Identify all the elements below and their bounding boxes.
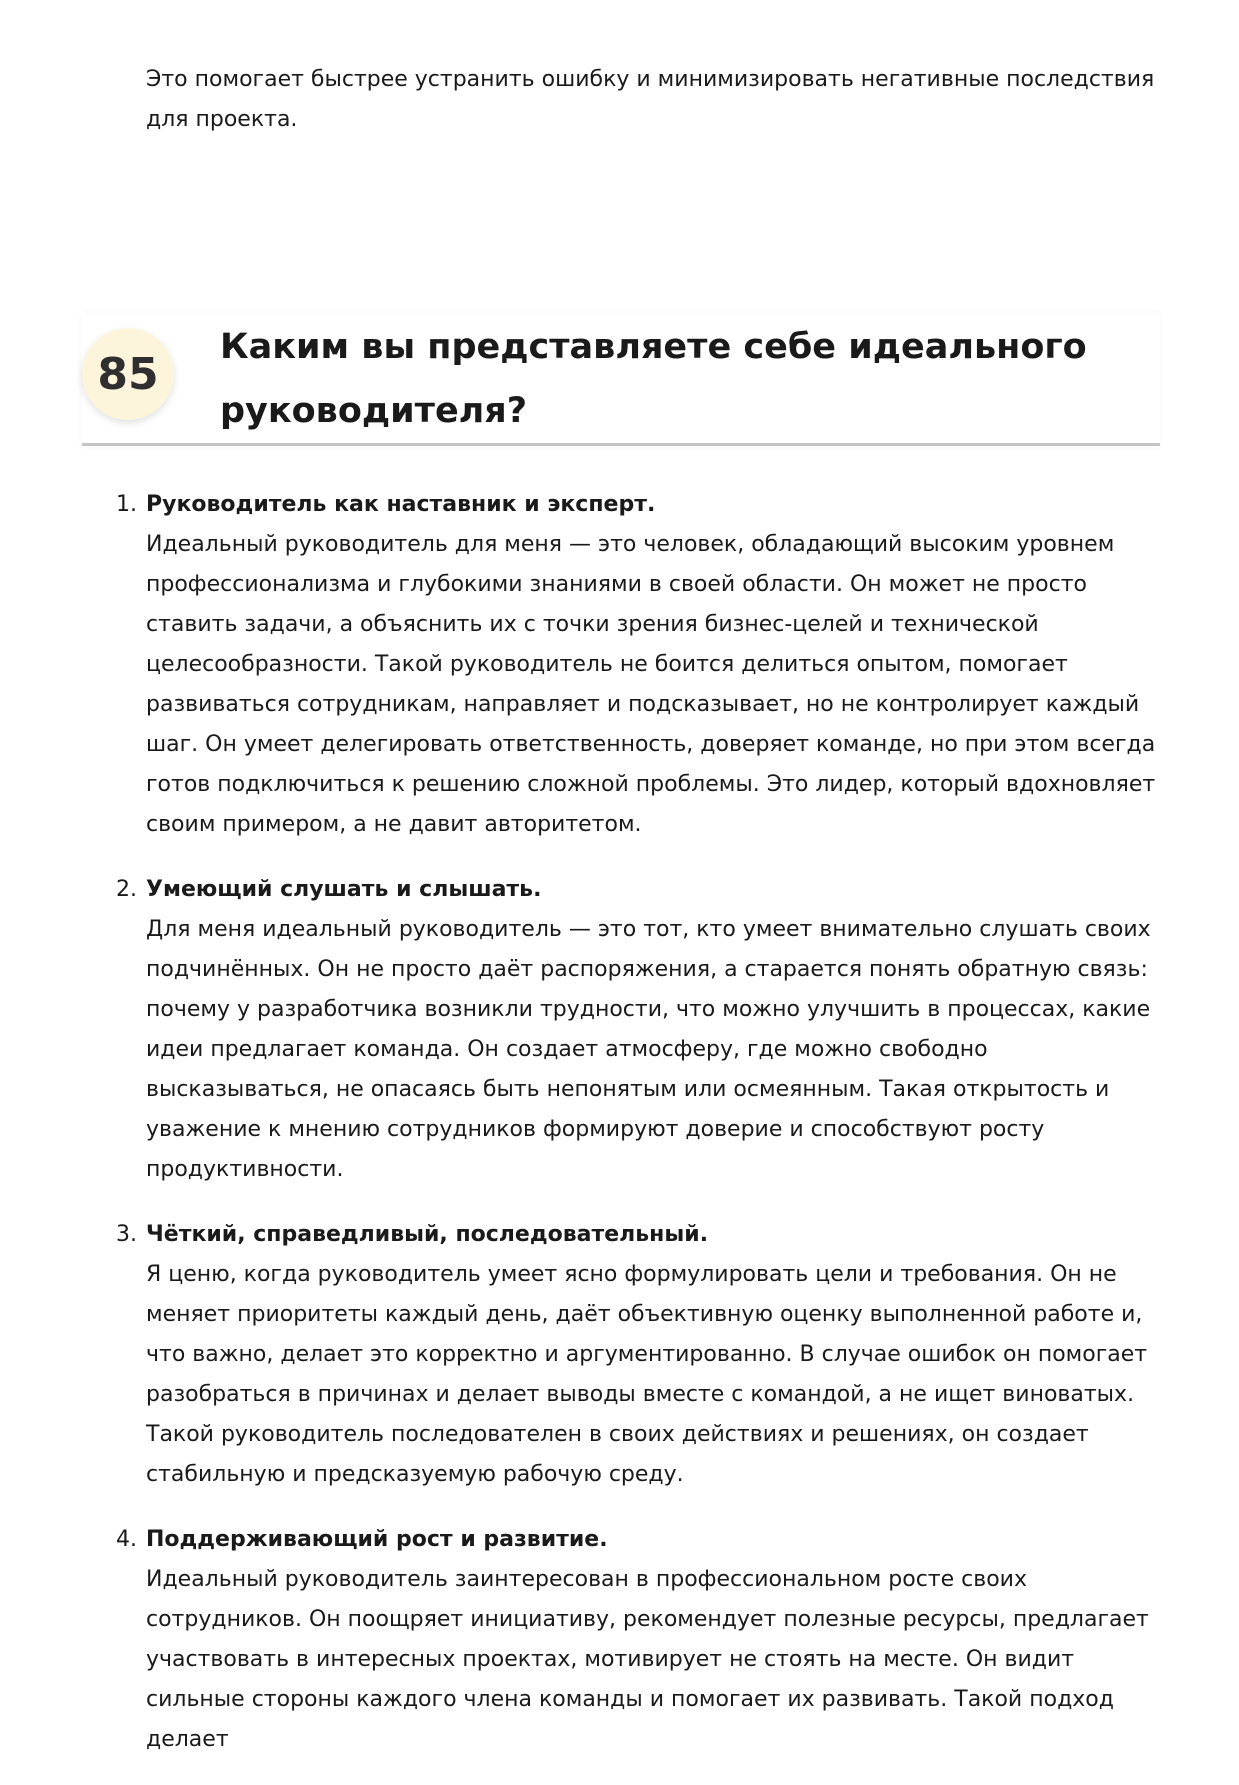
answer-item-body: Идеальный руководитель заинтересован в профессиональном росте своих сотрудников. Он поощряет инициативу, рекомендует полезные ресурсы, предлагает участвовать в интересных проектах, мотивирует не стоять на месте. Он видит сильные стороны каждого члена команды и помогает их развивать. Такой подход делает [146, 1567, 1149, 1752]
answer-item-title: Поддерживающий рост и развитие. [146, 1527, 608, 1552]
answer-item [116, 1520, 1156, 1760]
answer-item-number: 2. [116, 877, 137, 902]
answer-item [116, 870, 1156, 1190]
answer-item-title: Умеющий слушать и слышать. [146, 877, 542, 902]
answer-item-number: 1. [116, 492, 137, 517]
answer-item [116, 485, 1156, 845]
answer-item-number: 3. [116, 1222, 137, 1247]
answer-item-body: Идеальный руководитель для меня — это человек, обладающий высоким уровнем профессионализма и глубокими знаниями в своей области. Он может не просто ставить задачи, а объяснить их с точки зрения бизнес-целей и технической целесообразности. Такой руководитель не боится делиться опытом, помогает развиваться сотрудникам, направляет и подсказывает, но не контролирует каждый шаг. Он умеет делегировать ответственность, доверяет команде, но при этом всегда готов подключиться к решению сложной проблемы. Это лидер, который вдохновляет своим примером, а не давит авторитетом. [146, 532, 1156, 837]
answer-item [116, 1215, 1156, 1495]
answer-item-title: Руководитель как наставник и эксперт. [146, 492, 656, 517]
question-header [82, 313, 1160, 446]
question-title: Каким вы представляете себе идеального руководителя? [220, 327, 1087, 431]
question-number-badge: 85 [82, 328, 174, 420]
intro-paragraph: Это помогает быстрее устранить ошибку и минимизировать негативные последствия для проекта. [146, 67, 1155, 132]
answer-list [116, 485, 1156, 1785]
answer-item-title: Чёткий, справедливый, последовательный. [146, 1222, 709, 1247]
answer-item-body: Я ценю, когда руководитель умеет ясно формулировать цели и требования. Он не меняет приоритеты каждый день, даёт объективную оценку выполненной работе и, что важно, делает это корректно и аргументированно. В случае ошибок он помогает разобраться в причинах и делает выводы вместе с командой, а не ищет виноватых. Такой руководитель последователен в своих действиях и решениях, он создает стабильную и предсказуемую рабочую среду. [146, 1262, 1148, 1487]
answer-item-body: Для меня идеальный руководитель — это тот, кто умеет внимательно слушать своих подчинённых. Он не просто даёт распоряжения, а старается понять обратную связь: почему у разработчика возникли трудности, что можно улучшить в процессах, какие идеи предлагает команда. Он создает атмосферу, где можно свободно высказываться, не опасаясь быть непонятым или осмеянным. Такая открытость и уважение к мнению сотрудников формируют доверие и способствуют росту продуктивности. [146, 917, 1151, 1182]
answer-item-number: 4. [116, 1527, 137, 1552]
